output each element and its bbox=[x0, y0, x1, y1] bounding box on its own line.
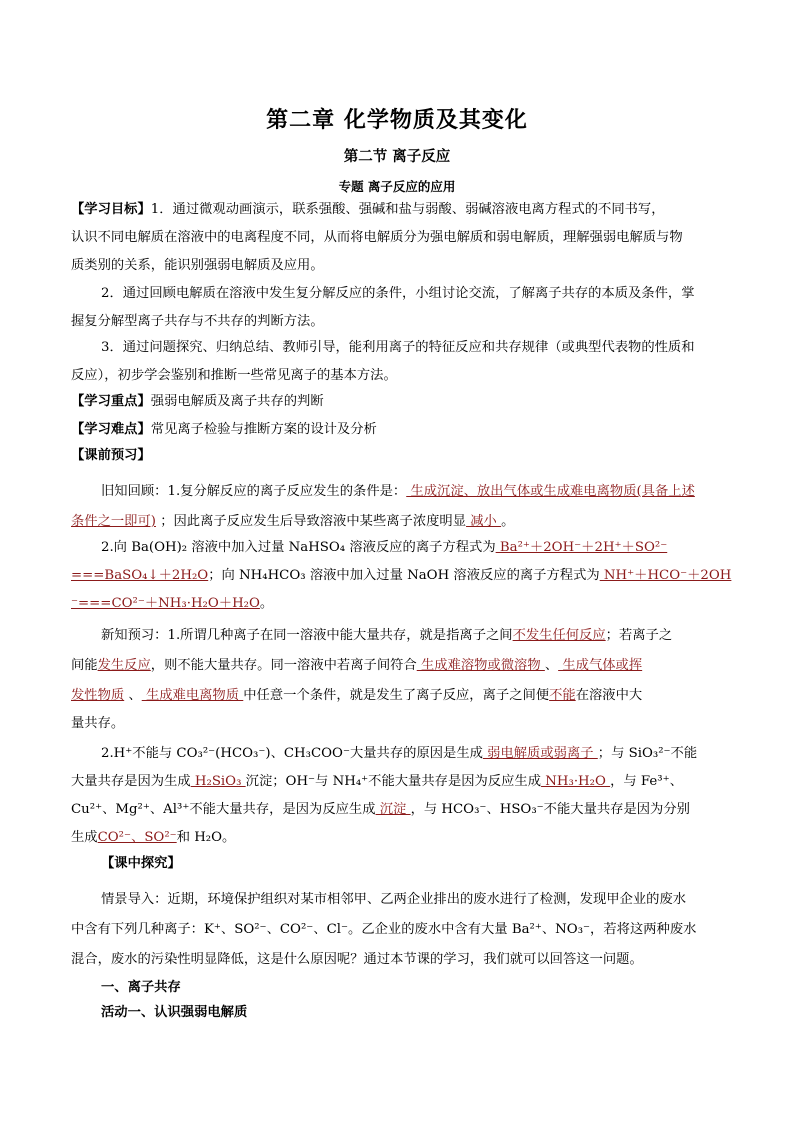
new-line-c bbox=[71, 686, 723, 706]
scene-line-c: 混合，废水的污染性明显降低，这是什么原因呢？通过本节课的学习，我们就可以回答这一问题。 bbox=[71, 952, 643, 967]
objective-2-line-b: 握复分解型离子共存与不共存的判断方法。 bbox=[71, 314, 324, 329]
answer-nh3h2o: NH₃·H₂O bbox=[541, 774, 611, 789]
answer-gas: 生成气体或挥 bbox=[558, 658, 643, 673]
answer-gas-cont: 发性物质 bbox=[71, 688, 125, 703]
objective-1-line-b: 认识不同电解质在溶液中的电离程度不同，从而将电解质分为强电解质和弱电解质，理解强弱电解质与物 bbox=[71, 230, 683, 245]
answer-cannot: 不能 bbox=[549, 688, 576, 703]
review-prefix: 旧知回顾：1.复分解反应的离子反应发生的条件是： bbox=[101, 484, 407, 499]
answer-weak: 弱电解质或弱离子 bbox=[482, 746, 598, 761]
objectives-label: 【学习目标】 bbox=[71, 202, 151, 217]
new-line-b bbox=[71, 656, 723, 676]
objective-3-line-a: 3．通过问题探究、归纳总结、教师引导，能利用离子的特征反应和共存规律（或典型代表物的性质和 bbox=[101, 340, 695, 355]
q2-line-c bbox=[71, 800, 723, 820]
q2-c-end: ，与 HCO₃⁻、HSO₃⁻不能大量共存是因为分别 bbox=[410, 802, 690, 817]
answer-weak-electrolyte: 生成难电离物质 bbox=[141, 688, 244, 703]
answer-equation-2: NH⁺＋HCO⁻＋2OH bbox=[599, 568, 732, 583]
review-end: 。 bbox=[501, 514, 515, 529]
answer-precipitate: 生成难溶物或微溶物 bbox=[416, 658, 545, 673]
new-c-end: 在溶液中大 bbox=[575, 688, 643, 703]
objective-1-line-a bbox=[71, 200, 723, 220]
q2-prefix: 2.H⁺不能与 CO₃²⁻(HCO₃⁻)、CH₃COO⁻大量共存的原因是生成 bbox=[101, 746, 483, 761]
key-points bbox=[71, 392, 723, 412]
new-prefix: 新知预习：1.所谓几种离子在同一溶液中能大量共存，就是指离子之间 bbox=[101, 628, 513, 643]
equation-line-b bbox=[71, 566, 732, 586]
objective-1-text: 1．通过微观动画演示，联系强酸、强碱和盐与弱酸、弱碱溶液电离方程式的不同书写， bbox=[150, 202, 665, 217]
answer-conditions-cont: 条件之一即可) bbox=[71, 514, 156, 529]
new-b-mid: ，则不能大量共存。同一溶液中若离子间符合 bbox=[150, 658, 417, 673]
key-points-text: 强弱电解质及离子共存的判断 bbox=[150, 394, 324, 409]
new-b-prefix: 间能 bbox=[71, 658, 98, 673]
objective-1-line-c: 质类别的关系，能识别强弱电解质及应用。 bbox=[71, 258, 324, 273]
equation-end: 。 bbox=[259, 596, 274, 611]
q2-b-mid: 沉淀；OH⁻与 NH₄⁺不能大量共存是因为反应生成 bbox=[245, 774, 542, 789]
answer-co2-so2: CO²⁻、SO²⁻ bbox=[97, 830, 177, 845]
section-title: 第二节 离子反应 bbox=[343, 148, 451, 165]
new-a-end: ；若离子之 bbox=[605, 628, 673, 643]
q2-line-a bbox=[101, 744, 723, 764]
q2-b-end: ，与 Fe³⁺、 bbox=[610, 774, 683, 789]
key-points-label: 【学习重点】 bbox=[71, 394, 151, 409]
difficult-points-text: 常见离子检验与推断方案的设计及分析 bbox=[150, 422, 377, 437]
new-c-mid: 中任意一个条件，就是发生了离子反应，离子之间便 bbox=[243, 688, 550, 703]
answer-equation-2-cont: ⁻===CO²⁻＋NH₃·H₂O＋H₂O bbox=[71, 596, 260, 611]
review-line-a bbox=[101, 482, 723, 502]
q2-line-b bbox=[71, 772, 723, 792]
equation-2-prefix: ；向 NH₄HCO₃ 溶液中加入过量 NaOH 溶液反应的离子方程式为 bbox=[208, 568, 600, 583]
new-line-d: 量共存。 bbox=[71, 716, 125, 731]
scene-line-b: 中含有下列几种离子：K⁺、SO²⁻、CO²⁻、Cl⁻。乙企业的废水中含有大量 Ba²⁺、NO₃⁻，若将这两种废水 bbox=[71, 922, 697, 937]
q2-c-prefix: Cu²⁺、Mg²⁺、Al³⁺不能大量共存，是因为反应生成 bbox=[71, 802, 376, 817]
equation-line-c bbox=[71, 594, 723, 614]
q2-a-end: ；与 SiO₃²⁻不能 bbox=[597, 746, 698, 761]
part1-heading: 一、离子共存 bbox=[101, 980, 181, 995]
q2-d-prefix: 生成 bbox=[71, 830, 98, 845]
difficult-points-label: 【学习难点】 bbox=[71, 422, 151, 437]
review-line-b bbox=[71, 512, 723, 532]
answer-equation-1: Ba²⁺＋2OH⁻＋2H⁺＋SO²⁻ bbox=[495, 540, 668, 555]
answer-equation-1-cont: ===BaSO₄↓＋2H₂O bbox=[71, 568, 209, 583]
answer-precipitate-2: 沉淀 bbox=[375, 802, 411, 817]
activity1-heading: 活动一、认识强弱电解质 bbox=[101, 1005, 248, 1020]
new-line-a bbox=[101, 626, 723, 646]
new-c-sep: 、 bbox=[124, 688, 142, 703]
preview-label: 【课前预习】 bbox=[71, 448, 151, 463]
q2-d-end: 和 H₂O。 bbox=[176, 830, 236, 845]
answer-react: 发生反应 bbox=[97, 658, 151, 673]
objective-3-line-b: 反应），初步学会鉴别和推断一些常见离子的基本方法。 bbox=[71, 368, 397, 383]
scene-line-a: 情景导入：近期，环境保护组织对某市相邻甲、乙两企业排出的废水进行了检测，发现甲企业的废水 bbox=[101, 892, 687, 907]
review-mid: ；因此离子反应发生后导致溶液中某些离子浓度明显 bbox=[155, 514, 467, 529]
chapter-title: 第二章 化学物质及其变化 bbox=[266, 107, 528, 133]
answer-conditions: 生成沉淀、放出气体或生成难电离物质(具备上述 bbox=[406, 484, 695, 499]
difficult-points bbox=[71, 420, 723, 440]
new-b-sep: 、 bbox=[544, 658, 559, 673]
objective-2-line-a: 2．通过回顾电解质在溶液中发生复分解反应的条件，小组讨论交流，了解离子共存的本质及条件，掌 bbox=[101, 286, 695, 301]
topic-title: 专题 离子反应的应用 bbox=[338, 179, 456, 194]
equation-line-a bbox=[101, 538, 723, 558]
answer-h2sio3: H₂SiO₃ bbox=[190, 774, 246, 789]
q2-b-prefix: 大量共存是因为生成 bbox=[71, 774, 191, 789]
q2-line-d bbox=[71, 828, 723, 848]
equation-1-prefix: 2.向 Ba(OH)₂ 溶液中加入过量 NaHSO₄ 溶液反应的离子方程式为 bbox=[101, 540, 496, 555]
inclass-label: 【课中探究】 bbox=[101, 856, 181, 871]
answer-decrease: 减小 bbox=[466, 514, 502, 529]
answer-no-reaction: 不发生任何反应 bbox=[512, 628, 606, 643]
